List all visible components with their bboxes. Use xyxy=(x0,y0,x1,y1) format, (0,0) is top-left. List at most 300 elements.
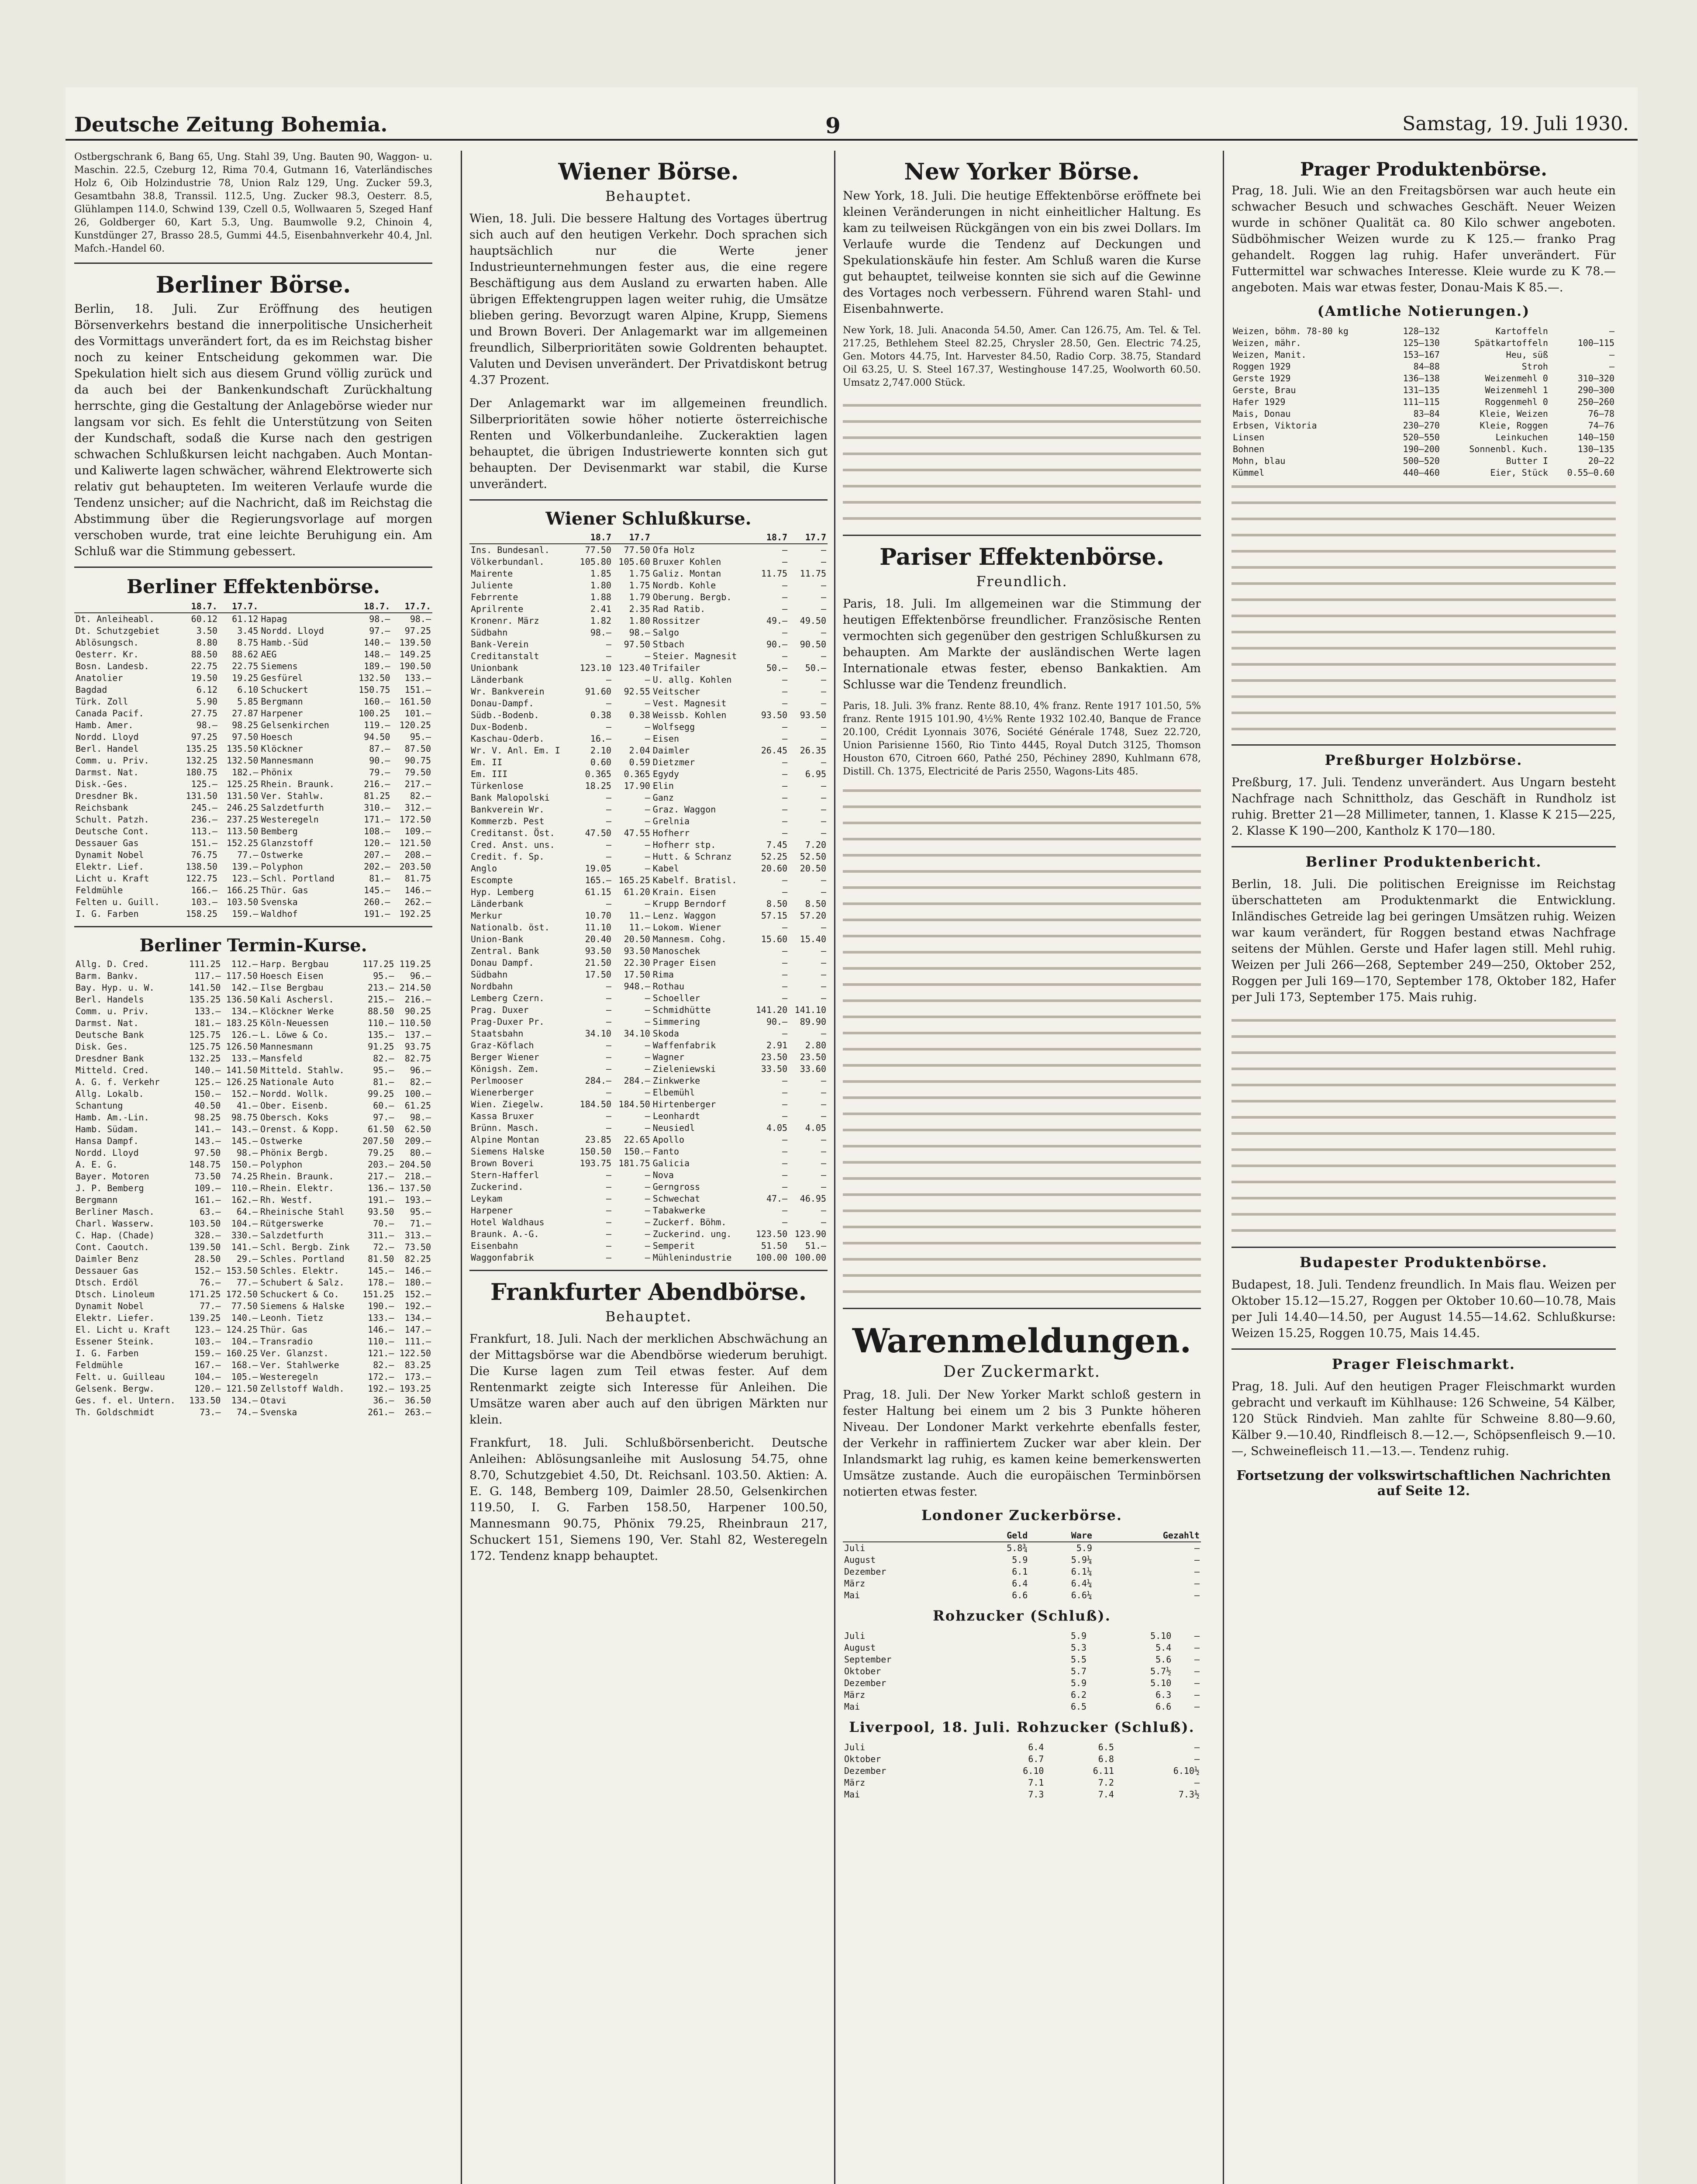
new-york-title: New Yorker Börse. xyxy=(904,159,1140,185)
table-cell: Harpener xyxy=(261,708,303,719)
table-cell: 22.30 xyxy=(624,957,650,968)
table-cell: 190—200 xyxy=(1403,444,1440,454)
table-cell: 105.60 xyxy=(618,556,650,567)
paris-subtitle: Freundlich. xyxy=(976,573,1068,590)
table-row xyxy=(74,982,432,994)
table-cell: — xyxy=(1194,1631,1200,1641)
table-cell: Westeregeln xyxy=(260,1372,318,1382)
table-cell: Dynamit Nobel xyxy=(76,850,144,860)
table-row xyxy=(74,672,432,684)
table-cell: 152.— xyxy=(231,1089,258,1099)
table-row xyxy=(469,698,828,709)
table-cell: Vest. Magnesit xyxy=(652,698,727,708)
table-cell: 150.— xyxy=(194,1089,221,1099)
table-row xyxy=(469,1228,828,1240)
table-cell: 100—115 xyxy=(1577,338,1614,348)
table-row xyxy=(469,1158,828,1169)
table-cell: 20.60 xyxy=(761,863,788,874)
table-row xyxy=(843,1666,1201,1677)
table-row xyxy=(469,874,828,886)
table-cell: I. G. Farben xyxy=(76,909,139,919)
table-cell: 330.— xyxy=(231,1230,258,1241)
table-row xyxy=(469,568,828,580)
table-cell: — xyxy=(645,804,650,815)
table-cell: Tabakwerke xyxy=(652,1205,706,1216)
table-cell: 153—167 xyxy=(1403,349,1440,360)
table-row xyxy=(469,1252,828,1264)
table-cell: — xyxy=(645,1040,650,1051)
table-cell: 11.75 xyxy=(800,568,826,579)
table-cell: — xyxy=(606,1052,611,1062)
divider xyxy=(469,499,828,501)
table-cell: Trifailer xyxy=(652,663,700,673)
table-cell: Creditanstalt xyxy=(471,651,539,661)
table-cell: 46.95 xyxy=(800,1193,826,1204)
table-cell: Thür. Gas xyxy=(260,1324,308,1335)
table-cell: 49.50 xyxy=(800,615,826,626)
table-row xyxy=(469,615,828,627)
table-row xyxy=(74,994,432,1006)
table-cell: — xyxy=(821,545,826,555)
table-cell: 77.50 xyxy=(624,545,650,555)
table-cell: 108.— xyxy=(364,826,390,836)
table-cell: 208.— xyxy=(404,850,431,860)
table-cell: 0.55—0.60 xyxy=(1567,467,1614,478)
table-cell: — xyxy=(782,792,788,803)
table-cell: 98.— xyxy=(629,627,650,638)
table-cell: 110.50 xyxy=(399,1018,431,1028)
table-cell: 6.1 xyxy=(1012,1566,1028,1577)
table-cell: Köln-Neuessen xyxy=(260,1018,329,1028)
table-row xyxy=(74,1265,432,1277)
table-cell: — xyxy=(821,651,826,661)
table-cell: Leonh. Tietz xyxy=(260,1313,324,1323)
table-cell: 141.10 xyxy=(794,1005,826,1015)
table-cell: — xyxy=(606,1064,611,1074)
table-cell: Neusiedl xyxy=(652,1123,695,1133)
table-cell: — xyxy=(1194,1566,1200,1577)
continuation-note: Fortsetzung der volkswirtschaftlichen Nachrichten auf Seite 12. xyxy=(1236,1468,1611,1499)
table-cell: Gelsenkirchen xyxy=(261,720,329,730)
table-cell: 98.— xyxy=(236,1147,258,1158)
table-cell: 20.50 xyxy=(800,863,826,874)
table-cell: 126.25 xyxy=(226,1077,258,1087)
table-cell: 136.— xyxy=(368,1183,394,1193)
table-cell: 76—78 xyxy=(1588,408,1614,419)
table-cell: — xyxy=(1609,361,1614,372)
table-cell: — xyxy=(821,957,826,968)
table-cell: — xyxy=(645,698,650,708)
table-cell: 328.— xyxy=(194,1230,221,1241)
table-cell: 100.00 xyxy=(794,1252,826,1263)
table-cell: 146.— xyxy=(404,885,431,895)
table-cell: 77.— xyxy=(237,850,259,860)
table-row xyxy=(74,826,432,837)
table-row xyxy=(469,639,828,650)
table-cell: 5.7½ xyxy=(1150,1666,1172,1676)
table-cell: 284.— xyxy=(624,1075,650,1086)
table-cell: 150.— xyxy=(231,1159,258,1170)
table-row xyxy=(74,660,432,672)
table-row xyxy=(1231,349,1616,361)
table-cell: 209.— xyxy=(404,1136,431,1146)
table-cell: 1.79 xyxy=(629,592,650,602)
table-row xyxy=(469,863,828,874)
table-cell: 60.12 xyxy=(191,614,217,624)
table-cell: 11.— xyxy=(629,910,650,921)
table-cell: 6.5 xyxy=(1098,1742,1114,1752)
table-cell: — xyxy=(821,698,826,708)
table-cell: 184.50 xyxy=(579,1099,611,1109)
table-cell: Kleie, Roggen xyxy=(1480,420,1548,431)
table-cell: — xyxy=(606,1087,611,1098)
table-cell: Schoeller xyxy=(652,993,700,1003)
table-cell: Erbsen, Viktoria xyxy=(1233,420,1317,431)
table-cell: 22.75 xyxy=(191,661,217,671)
table-cell: Roggenmehl 0 xyxy=(1485,397,1548,407)
table-cell: 150.50 xyxy=(579,1146,611,1157)
table-cell: 217.— xyxy=(368,1171,394,1182)
table-cell: 19.05 xyxy=(585,863,611,874)
table-cell: 28.50 xyxy=(194,1254,221,1264)
table-cell: 77.— xyxy=(236,1277,258,1288)
table-cell: Schubert & Salz. xyxy=(260,1277,345,1288)
table-cell: Apollo xyxy=(652,1134,685,1145)
table-cell: 87.— xyxy=(369,743,390,754)
table-cell: Prag. Duxer xyxy=(471,1005,529,1015)
pressburg-text: Preßburg, 17. Juli. Tendenz unverändert. Aus Ungarn besteht Nachfrage nach Schnittholz, das Geschäft in Rundholz ist ruhig. Bretter 21—28 Millimeter, tannen, 1. Klasse K 215—225, 2. Klasse K 190—200, Kantholz K 170—180. xyxy=(1231,776,1616,838)
table-cell: Escompte xyxy=(471,875,513,885)
table-cell: 139.25 xyxy=(189,1313,221,1323)
table-cell: Disk. Ges. xyxy=(76,1041,128,1052)
table-cell: Kommerzb. Pest xyxy=(471,816,545,826)
table-cell: 137.— xyxy=(404,1030,431,1040)
table-row xyxy=(74,684,432,696)
table-cell: Königsh. Zem. xyxy=(471,1064,539,1074)
table-cell: 0.365 xyxy=(624,769,650,779)
table-cell: — xyxy=(782,580,788,591)
table-cell: Gelsenk. Bergw. xyxy=(76,1383,155,1394)
table-row xyxy=(843,1630,1201,1642)
table-cell: — xyxy=(1194,1690,1200,1700)
table-row xyxy=(469,1110,828,1122)
table-row xyxy=(469,768,828,780)
wien-boerse-title: Wiener Börse. xyxy=(558,159,739,185)
table-cell: 61.25 xyxy=(404,1100,431,1111)
frankfurt-title: Frankfurter Abendbörse. xyxy=(490,1279,807,1306)
table-cell: — xyxy=(645,1193,650,1204)
table-row xyxy=(469,1028,828,1040)
table-cell: 83—84 xyxy=(1413,408,1440,419)
table-row xyxy=(469,556,828,568)
table-cell: 123.50 xyxy=(755,1229,788,1239)
table-cell: Donau Dampf. xyxy=(471,957,534,968)
berlin-termin-table xyxy=(74,958,432,1418)
table-cell: — xyxy=(782,757,788,767)
table-cell: Anatolier xyxy=(76,673,123,683)
table-cell: 3.50 xyxy=(196,625,217,636)
table-cell: — xyxy=(782,604,788,614)
table-cell: Nordd. Lloyd xyxy=(76,1147,139,1158)
table-cell: 133.— xyxy=(368,1313,394,1323)
table-row xyxy=(1231,455,1616,467)
table-cell: Dessauer Gas xyxy=(76,1265,139,1276)
table-cell: — xyxy=(782,946,788,956)
table-cell: 1.75 xyxy=(629,580,650,591)
table-row xyxy=(74,802,432,814)
table-cell: — xyxy=(821,674,826,685)
table-cell: Berl. Handels xyxy=(76,994,144,1005)
table-cell: A. G. f. Verkehr xyxy=(76,1077,160,1087)
table-row xyxy=(469,1240,828,1252)
table-cell: Barm. Bankv. xyxy=(76,971,139,981)
table-cell: 151.— xyxy=(191,838,217,848)
table-cell: Hofherr xyxy=(652,828,690,838)
table-cell: Grelnia xyxy=(652,816,690,826)
table-cell: — xyxy=(606,816,611,826)
table-cell: 948.— xyxy=(624,981,650,992)
table-cell: Mannesmann xyxy=(260,1041,313,1052)
table-cell: 140.— xyxy=(231,1313,258,1323)
table-cell: Em. II xyxy=(471,757,503,767)
table-cell: 104.— xyxy=(194,1372,221,1382)
table-cell: Graz-Köflach xyxy=(471,1040,534,1051)
table-row xyxy=(74,767,432,778)
table-cell: Schuckert & Co. xyxy=(260,1289,339,1299)
table-cell: 2.80 xyxy=(805,1040,826,1051)
table-cell: — xyxy=(782,1028,788,1039)
table-cell: — xyxy=(645,1087,650,1098)
table-cell: 2.91 xyxy=(766,1040,788,1051)
table-cell: — xyxy=(782,1217,788,1227)
table-cell: 22.75 xyxy=(232,661,259,671)
table-cell: Glanzstoff xyxy=(261,838,314,848)
table-cell: — xyxy=(821,1099,826,1109)
table-row xyxy=(469,886,828,898)
table-cell: Charl. Wasserw. xyxy=(76,1218,155,1229)
table-cell: 152.— xyxy=(404,1289,431,1299)
table-cell: 104.— xyxy=(231,1336,258,1347)
table-cell: 90.— xyxy=(766,639,788,650)
table-cell: 8.50 xyxy=(766,898,788,909)
table-cell: 98.— xyxy=(410,614,431,624)
table-cell: Kabel xyxy=(652,863,679,874)
berlin-effekten-table xyxy=(74,601,432,920)
table-cell: — xyxy=(645,1052,650,1062)
table-cell: 105.80 xyxy=(579,556,611,567)
table-cell: 98.— xyxy=(369,614,390,624)
table-cell: 62.50 xyxy=(404,1124,431,1134)
table-cell: 74.— xyxy=(236,1407,258,1417)
table-cell: 245.— xyxy=(191,802,217,813)
table-row xyxy=(74,1123,432,1135)
table-cell: Rad Ratib. xyxy=(652,604,706,614)
table-cell: 134.— xyxy=(231,1395,258,1406)
table-cell: Manoschek xyxy=(652,946,700,956)
table-cell: Alpine Montan xyxy=(471,1134,539,1145)
table-cell: 90.— xyxy=(369,755,390,766)
table-cell: 520—550 xyxy=(1403,432,1440,442)
table-cell: 184.50 xyxy=(618,1099,650,1109)
table-cell: Länderbank xyxy=(471,898,524,909)
column-rule xyxy=(834,151,835,2184)
table-cell: Oktober xyxy=(844,1754,881,1764)
table-cell: 8.50 xyxy=(805,898,826,909)
table-row xyxy=(74,1312,432,1324)
table-cell: Darmst. Nat. xyxy=(76,767,139,778)
table-cell: Braunk. A.-G. xyxy=(471,1229,539,1239)
table-cell: Bagdad xyxy=(76,684,107,695)
table-cell: 33.60 xyxy=(800,1064,826,1074)
table-cell: — xyxy=(606,1016,611,1027)
table-cell: Hansa Dampf. xyxy=(76,1136,139,1146)
table-cell: 93.50 xyxy=(800,710,826,720)
table-row xyxy=(469,662,828,674)
table-header: Geld Ware Gezahlt xyxy=(843,1530,1201,1542)
table-cell: 122.50 xyxy=(399,1348,431,1358)
table-cell: 237.25 xyxy=(227,814,259,825)
table-row xyxy=(74,885,432,896)
table-cell: 6.6 xyxy=(1012,1590,1028,1600)
table-cell: 26.35 xyxy=(800,745,826,756)
table-cell: 92.55 xyxy=(624,686,650,697)
table-row xyxy=(1231,467,1616,479)
table-cell: Fanto xyxy=(652,1146,679,1157)
table-cell: Hafer 1929 xyxy=(1233,397,1286,407)
table-row xyxy=(843,1566,1201,1578)
budapest-produkten-title: Budapester Produktenbörse. xyxy=(1300,1254,1548,1271)
table-cell: 81.50 xyxy=(368,1254,394,1264)
table-cell: 171.25 xyxy=(189,1289,221,1299)
table-cell: 22.65 xyxy=(624,1134,650,1145)
table-cell: Südbahn xyxy=(471,969,508,980)
table-cell: 134.— xyxy=(231,1006,258,1016)
table-cell: Dtsch. Linoleum xyxy=(76,1289,155,1299)
table-cell: Feldmühle xyxy=(76,885,123,895)
table-cell: Orenst. & Kopp. xyxy=(260,1124,339,1134)
table-cell: A. E. G. xyxy=(76,1159,118,1170)
table-row xyxy=(843,1777,1201,1789)
table-cell: 133.— xyxy=(404,673,431,683)
table-row xyxy=(469,721,828,733)
table-cell: 2.35 xyxy=(629,604,650,614)
table-cell: 123.90 xyxy=(794,1229,826,1239)
table-cell: Brown Boveri xyxy=(471,1158,534,1168)
table-row xyxy=(469,1040,828,1051)
table-cell: Klöckner xyxy=(261,743,303,754)
table-cell: 150.— xyxy=(624,1146,650,1157)
table-cell: 6.4¼ xyxy=(1071,1578,1092,1589)
table-cell: 139.50 xyxy=(189,1242,221,1252)
table-cell: 41.— xyxy=(236,1100,258,1111)
table-cell: 5.90 xyxy=(196,696,217,707)
wien-boerse-subtitle: Behauptet. xyxy=(605,188,692,204)
table-cell: Hyp. Lemberg xyxy=(471,887,534,897)
table-cell: 80.— xyxy=(410,1147,431,1158)
table-row xyxy=(74,1064,432,1076)
table-cell: — xyxy=(1609,349,1614,360)
table-row xyxy=(74,708,432,719)
table-cell: — xyxy=(645,898,650,909)
table-row xyxy=(74,1300,432,1312)
table-cell: — xyxy=(821,1217,826,1227)
table-cell: 5.5 xyxy=(1070,1654,1087,1665)
table-cell: Salgo xyxy=(652,627,679,638)
zuckermarkt-text: Prag, 18. Juli. Der New Yorker Markt schloß gestern in fester Haltung bei einem um 2 bis 3 Punkte höheren Niveau. Der Londoner Markt verkehrte ebenfalls fester, der Verkehr in raffiniertem Zucker war aber klein. Der Inlandsmarkt lag ruhig, es kamen keine bemerkenswerten Umsätze zustande. Auch die europäischen Terminbörsen notierten etwas fester. xyxy=(843,1388,1201,1499)
table-cell: 193.— xyxy=(404,1195,431,1205)
table-cell: 6.6¼ xyxy=(1071,1590,1092,1600)
table-cell: — xyxy=(645,1241,650,1251)
zuckermarkt-title: Der Zuckermarkt. xyxy=(943,1363,1101,1381)
table-cell: 1.80 xyxy=(629,615,650,626)
table-row xyxy=(469,957,828,969)
table-cell: 7.3½ xyxy=(1178,1789,1200,1800)
table-cell: 100.25 xyxy=(359,708,390,719)
table-cell: Veitscher xyxy=(652,686,700,697)
table-cell: — xyxy=(782,1099,788,1109)
frankfurt-text-2: Frankfurt, 18. Juli. Schlußbörsenbericht. Deutsche Anleihen: Ablösungsanleihe mit Auslosung 54.75, ohne 8.70, Schutzgebiet 4.50, Dt. Reichsanl. 103.50. Aktien: A. E. G. 148, Bemberg 109, Daimler 28.50, Gelsenkirchen 119.50, I. G. Farben 158.50, Harpener 100.50, Mannesmann 90.75, Phönix 79.25, Rheinbraun 217, Schuckert 151, Siemens 190, Ver. Stahl 82, Westeregeln 172. Tendenz knapp behauptet. xyxy=(469,1436,828,1563)
table-cell: Zuckerind. ung. xyxy=(652,1229,732,1239)
table-cell: Deutsche Cont. xyxy=(76,826,149,836)
table-cell: 17.90 xyxy=(624,781,650,791)
table-cell: 216.— xyxy=(404,994,431,1005)
table-cell: Leykam xyxy=(471,1193,503,1204)
table-cell: 124.25 xyxy=(226,1324,258,1335)
table-cell: 103.50 xyxy=(227,897,259,907)
table-cell: 88.50 xyxy=(191,649,217,660)
column-rule xyxy=(461,151,462,2184)
table-cell: 143.— xyxy=(231,1124,258,1134)
table-cell: 128—132 xyxy=(1403,326,1440,336)
table-row xyxy=(469,1181,828,1193)
table-cell: 117.— xyxy=(194,971,221,981)
table-cell: Spätkartoffeln xyxy=(1474,338,1548,348)
table-cell: Allg. Lokalb. xyxy=(76,1089,144,1099)
table-cell: 97.— xyxy=(369,625,390,636)
table-cell: — xyxy=(821,1146,826,1157)
table-cell: Union-Bank xyxy=(471,934,524,944)
table-cell: 20—22 xyxy=(1588,456,1614,466)
table-cell: Juli xyxy=(844,1631,866,1641)
notierungen-table xyxy=(1231,325,1616,479)
table-cell: — xyxy=(606,698,611,708)
table-row xyxy=(74,1289,432,1300)
paris-title: Pariser Effektenbörse. xyxy=(880,544,1164,570)
table-cell: — xyxy=(821,1111,826,1121)
table-cell: 193.75 xyxy=(579,1158,611,1168)
table-cell: Rothau xyxy=(652,981,685,992)
table-row xyxy=(469,827,828,839)
table-cell: 84—88 xyxy=(1413,361,1440,372)
table-cell: 8.80 xyxy=(196,637,217,648)
table-cell: — xyxy=(821,1158,826,1168)
table-cell: Waldhof xyxy=(261,909,298,919)
table-cell: Eier, Stück xyxy=(1490,467,1548,478)
table-cell: Felt. u. Guilleau xyxy=(76,1372,165,1382)
table-cell: Kabelf. Bratisl. xyxy=(652,875,737,885)
table-cell: — xyxy=(821,875,826,885)
table-cell: 71.— xyxy=(410,1218,431,1229)
wien-boerse-text: Wien, 18. Juli. Die bessere Haltung des Vortages übertrug sich auch auf den heutigen Verkehr. Doch sprachen sich hauptsächlich nur die Werte jener Industrieunternehmungen fester aus, die eine regere Beschäftigung aus dem Ausland zu erwarten haben. Alle übrigen Effektengruppen lagen weiter ruhig, die Umsätze blieben gering. Bevorzugt waren Alpine, Krupp, Siemens und Brown Boveri. Der Anlagemarkt war im allgemeinen freundlich, Silberprioritäten sowie Goldrenten behauptet. Valuten und Devisen unverändert. Der Privatdiskont betrug 4.37 Prozent. xyxy=(469,212,828,387)
table-cell: 137.50 xyxy=(399,1183,431,1193)
table-cell: 113.50 xyxy=(227,826,259,836)
table-cell: 60.— xyxy=(373,1100,394,1111)
table-cell: Perlmooser xyxy=(471,1075,524,1086)
table-cell: Unionbank xyxy=(471,663,518,673)
table-cell: Cred. Anst. uns. xyxy=(471,840,555,850)
table-cell: 40.50 xyxy=(194,1100,221,1111)
table-cell: 97.50 xyxy=(624,639,650,650)
